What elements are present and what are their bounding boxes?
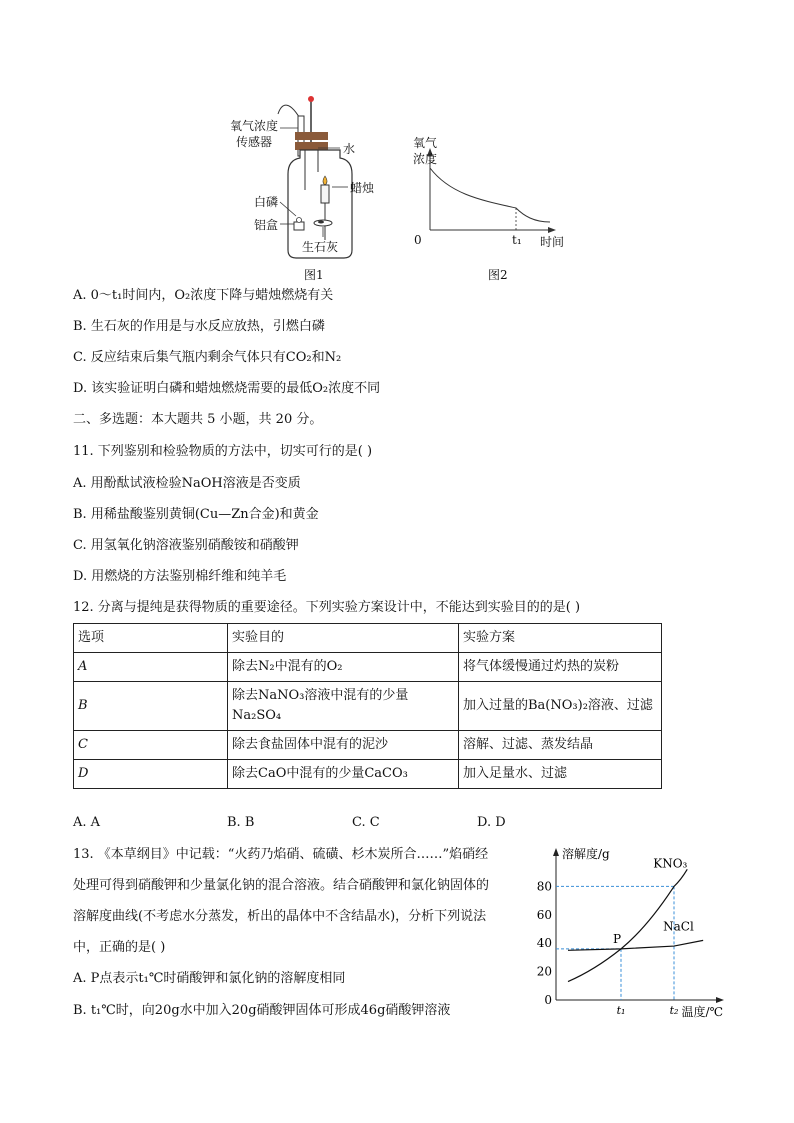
q12-stem: 12. 分离与提纯是获得物质的重要途径。下列实验方案设计中，不能达到实验目的的是( ) xyxy=(73,600,581,615)
series-label: NaCl xyxy=(663,919,694,934)
point-label-p: P xyxy=(613,931,622,946)
section-header: 二、多选题：本大题共 5 小题，共 20 分。 xyxy=(73,412,323,427)
table-cell: 将气体缓慢通过灼热的炭粉 xyxy=(459,653,662,682)
graph2-xlabel: 时间 xyxy=(540,235,565,249)
y-axis-label: 溶解度/g xyxy=(562,847,610,861)
figure1-caption: 图1 xyxy=(304,268,324,282)
q12-option-c: C. C xyxy=(352,815,380,830)
table-header-row xyxy=(74,624,662,653)
graph2-ylabel-1: 氧气 xyxy=(413,136,438,150)
q11-option-a: A. 用酚酞试液检验NaOH溶液是否变质 xyxy=(73,476,301,491)
label-quicklime: 生石灰 xyxy=(302,240,339,254)
q10-option-c: C. 反应结束后集气瓶内剩余气体只有CO₂和N₂ xyxy=(73,350,342,365)
y-tick-label: 60 xyxy=(536,907,552,922)
table-header-cell: 实验方案 xyxy=(459,624,662,653)
y-tick-label: 80 xyxy=(536,879,552,894)
label-white-phosphorus: 白磷 xyxy=(254,195,279,209)
table-row xyxy=(74,760,662,789)
q11-option-c: C. 用氢氧化钠溶液鉴别硝酸铵和硝酸钾 xyxy=(73,538,299,553)
table-row xyxy=(74,653,662,682)
q13-stem-line-4: 中，正确的是( ) xyxy=(73,940,166,955)
table-cell: 除去NaNO₃溶液中混有的少量Na₂SO₄ xyxy=(228,682,459,731)
table-row xyxy=(74,682,662,731)
x-axis-label: 温度/℃ xyxy=(681,1005,723,1019)
series-label: KNO₃ xyxy=(653,856,688,871)
q13-stem-line-3: 溶解度曲线(不考虑水分蒸发，析出的晶体中不含结晶水)，分析下列说法 xyxy=(73,909,487,924)
q13-option-b: B. t₁℃时，向20g水中加入20g硝酸钾固体可形成46g硝酸钾溶液 xyxy=(73,1003,451,1018)
table-cell: D xyxy=(74,760,228,789)
label-sensor-1: 氧气浓度 xyxy=(230,119,279,133)
q12-option-b: B. B xyxy=(227,815,255,830)
table-row xyxy=(74,731,662,760)
table-cell: 除去CaO中混有的少量CaCO₃ xyxy=(228,760,459,789)
q12-option-a: A. A xyxy=(73,815,101,830)
q10-option-d: D. 该实验证明白磷和蜡烛燃烧需要的最低O₂浓度不同 xyxy=(73,381,381,396)
y-tick-label: 40 xyxy=(536,936,552,951)
label-water: 水 xyxy=(343,142,356,156)
label-sensor-2: 传感器 xyxy=(236,135,273,149)
solubility-chart xyxy=(528,840,728,1020)
figure2-caption: 图2 xyxy=(488,268,508,282)
label-aluminum-box: 铝盒 xyxy=(254,218,279,232)
table-cell: 除去食盐固体中混有的泥沙 xyxy=(228,731,459,760)
x-axis-arrow xyxy=(716,997,724,1003)
q10-option-a: A. 0～t₁时间内，O₂浓度下降与蜡烛燃烧有关 xyxy=(73,288,334,303)
graph2-origin: 0 xyxy=(414,233,422,247)
q12-option-d: D. D xyxy=(477,815,506,830)
y-tick-label: 20 xyxy=(536,964,552,979)
q13-option-a: A. P点表示t₁℃时硝酸钾和氯化钠的溶解度相同 xyxy=(73,971,346,986)
graph2-ylabel-2: 浓度 xyxy=(413,152,438,166)
q10-option-b: B. 生石灰的作用是与水反应放热，引燃白磷 xyxy=(73,319,325,334)
label-candle: 蜡烛 xyxy=(350,181,375,195)
table-cell: 加入过量的Ba(NO₃)₂溶液、过滤 xyxy=(459,682,662,731)
table-header-cell: 实验目的 xyxy=(228,624,459,653)
q11-option-b: B. 用稀盐酸鉴别黄铜(Cu—Zn合金)和黄金 xyxy=(73,507,319,522)
table-cell: C xyxy=(74,731,228,760)
q11-stem: 11. 下列鉴别和检验物质的方法中，切实可行的是( ) xyxy=(73,444,373,459)
table-cell: 加入足量水、过滤 xyxy=(459,760,662,789)
y-axis-arrow xyxy=(553,848,559,856)
q11-option-d: D. 用燃烧的方法鉴别棉纤维和纯羊毛 xyxy=(73,569,287,584)
table-cell: 溶解、过滤、蒸发结晶 xyxy=(459,731,662,760)
graph2-t1: t₁ xyxy=(512,233,522,247)
x-tick-label: t₂ xyxy=(669,1004,679,1017)
q12-table xyxy=(73,623,662,789)
x-tick-label: t₁ xyxy=(616,1004,626,1017)
q13-stem-line-2: 处理可得到硝酸钾和少量氯化钠的混合溶液。结合硝酸钾和氯化钠固体的 xyxy=(73,878,490,893)
table-header-cell: 选项 xyxy=(74,624,228,653)
y-tick-label: 0 xyxy=(544,993,552,1007)
table-cell: A xyxy=(74,653,228,682)
q13-stem-line-1: 13. 《本草纲目》中记载：“火药乃焰硝、硫磺、杉木炭所合……”焰硝经 xyxy=(73,847,489,862)
table-cell: B xyxy=(74,682,228,731)
table-cell: 除去N₂中混有的O₂ xyxy=(228,653,459,682)
